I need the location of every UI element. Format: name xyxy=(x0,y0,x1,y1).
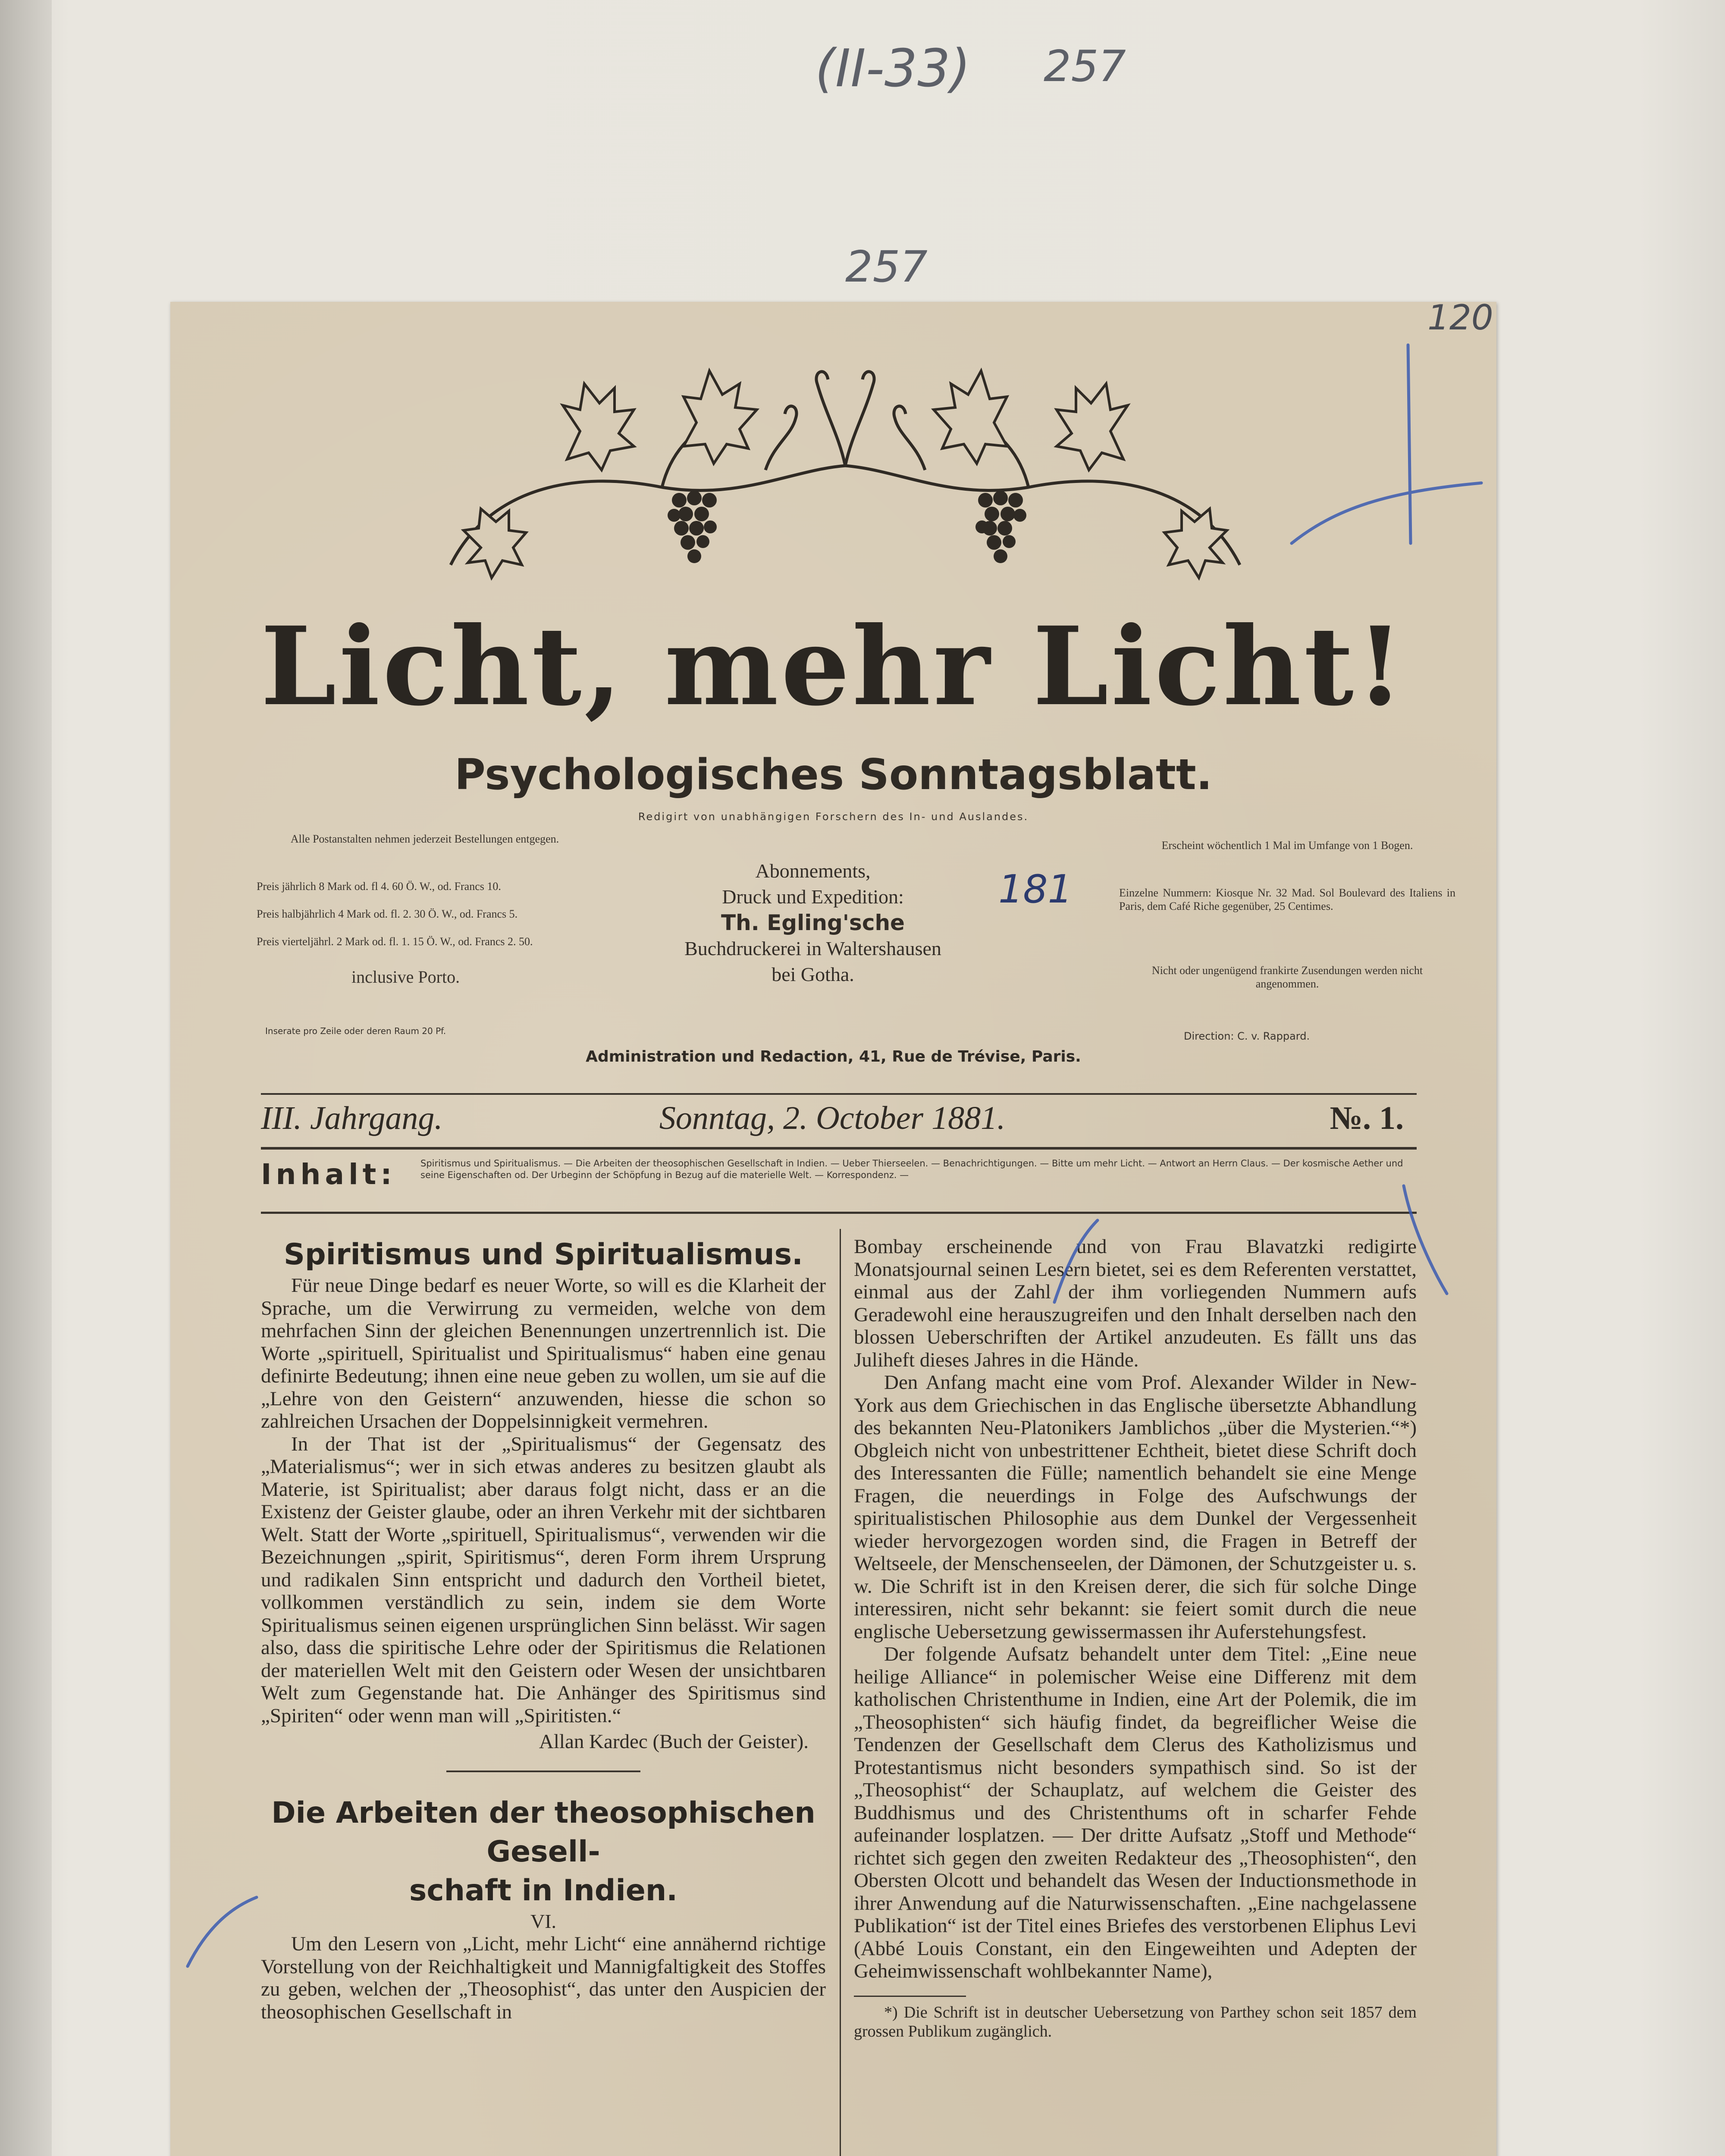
column-divider xyxy=(840,1229,841,2156)
direction-note: Direction: C. v. Rappard. xyxy=(1184,1030,1310,1042)
issue-number: №. 1. xyxy=(1330,1100,1404,1136)
price-quarterly: Preis vierteljährl. 2 Mark od. fl. 1. 15 Ö. W., od. Francs 2. 50. xyxy=(257,935,533,948)
postage-note: inclusive Porto. xyxy=(351,967,460,987)
volume-label: III. Jahrgang. xyxy=(261,1100,443,1136)
article1-paragraph: Für neue Dinge bedarf es neuer Worte, so will es die Klarheit der Sprache, um die Verwirrung zu vermeiden, welche von dem mehrfachen Sinn der gleichen Benennungen unzertrennlich ist. Die Worte „spirituell, Spiritualist und Spiritualismus“ haben eine genau definirte Bedeutung; ihnen eine neue geben zu wollen, um sie auf die „Lehre von den Geistern“ anzuwenden, hiesse die schon so zahlreichen Ursachen der Doppelsinnigkeit vermehren. xyxy=(261,1274,826,1432)
contents-rule xyxy=(261,1212,1417,1214)
postage-warning: Nicht oder ungenügend frankirte Zusendungen werden nicht angenommen. xyxy=(1151,964,1423,990)
article2-paragraph: Um den Lesern von „Licht, mehr Licht“ eine annähernd richtige Vorstellung von der Reichhaltigkeit und Mannigfaltigkeit des Stoffes zu geben, welchen der „Theosophist“, das unter den Auspicien der theosophischen Gesellschaft in xyxy=(261,1933,826,2023)
article1-heading: Spiritismus und Spiritualismus. xyxy=(284,1238,803,1272)
archive-number-note: 257 xyxy=(1044,41,1126,91)
grapevine-ornament xyxy=(438,358,1253,599)
contents-label: Inhalt: xyxy=(261,1158,396,1191)
masthead-editors-line: Redigirt von unabhängigen Forschern des In- und Auslandes. xyxy=(638,811,1029,823)
issue-date: Sonntag, 2. October 1881. xyxy=(659,1100,1006,1136)
footnote: *) Die Schrift ist in deutscher Uebersetzung von Parthey schon seit 1857 dem grossen Publikum zugänglich. xyxy=(854,2003,1417,2040)
frequency-note: Erscheint wöchentlich 1 Mal im Umfange von 1 Bogen. xyxy=(1161,839,1413,852)
dateline xyxy=(261,1100,1404,1143)
grape-cluster-icon xyxy=(668,491,1026,563)
article1-signature: Allan Kardec (Buch der Geister). xyxy=(539,1730,809,1753)
single-copies-note: Einzelne Nummern: Kiosque Nr. 32 Mad. Sol Boulevard des Italiens in Paris, dem Café Riche gegenüber, 25 Centimes. xyxy=(1119,887,1455,912)
masthead-subtitle: Psychologisches Sonntagsblatt. xyxy=(455,750,1212,799)
article1-paragraph: In der That ist der „Spiritualismus“ der Gegensatz des „Materialismus“; wer in sich etwas anderes zu besitzen glaubt als Materie, ist Spiritualist; aber daraus folgt nicht, dass er an die Existenz der Geister glaube, oder an ihren Verkehr mit der sichtbaren Welt. Statt der Worte „spirituell, Spiritualismus“, verwenden wir die Bezeichnungen „spirit, Spiritismus“, deren Form ihrem Ursprung und radikalen Sinn entspricht und dadurch den Vortheil bietet, vollkommen verständlich zu sein, indem sie dem Worte Spiritualismus seinen eigenen ursprünglichen Sinn belässt. Wir sagen also, dass die spiritische Lehre oder der Spiritismus die Relationen der materiellen Welt mit den Geistern oder Wesen der unsichtbaren Welt zum Gegenstande hat. Die Anhänger des Spiritismus sind „Spiriten“ oder wenn man will „Spiritisten.“ xyxy=(261,1432,826,1727)
article-separator xyxy=(446,1771,640,1772)
price-half-yearly: Preis halbjährlich 4 Mark od. fl. 2. 30 Ö. W., od. Francs 5. xyxy=(257,908,518,920)
article2-heading-line1: Die Arbeiten der theosophischen Gesell- xyxy=(271,1796,815,1869)
price-yearly: Preis jährlich 8 Mark od. fl 4. 60 Ö. W., od. Francs 10. xyxy=(257,880,501,893)
newspaper-sheet xyxy=(170,298,1496,2156)
ink-number-note: 181 xyxy=(998,867,1073,912)
article2-paragraph: Den Anfang macht eine vom Prof. Alexander Wilder in New-York aus dem Griechischen in das Englische übersetzte Abhandlung des bekannten Neu-Platonikers Jamblichos „über die Mysterien.“*) Obgleich nicht von unbestrittener Echtheit, bietet diese Schrift doch des Interessanten die Fülle; namentlich behandelt sie eine Menge Fragen, die neuerdings in Folge des Aufschwungs der spiritualistischen Philosophie aus dem Dunkel der Vergessenheit wieder hervorgezogen worden sind, die Fragen in Betreff der Weltseele, der Menschenseelen, der Dämonen, der Schutzgeister u. s. w. Die Schrift ist in den Kreisen derer, die sich für solche Dinge interessiren, nicht sehr bekannt: sie feiert somit durch die neue englische Uebersetzung gewissermassen ihr Auferstehungsfest. xyxy=(854,1371,1417,1643)
dateline-rule-bottom xyxy=(261,1147,1417,1150)
subscription-note: Alle Postanstalten nehmen jederzeit Bestellungen entgegen. xyxy=(290,833,559,845)
article2-heading-line2: schaft in Indien. xyxy=(409,1873,678,1908)
article2-continuation: Bombay erscheinende und von Frau Blavatzki redigirte Monatsjournal seinen Lesern bietet, sei es dem Referenten verstattet, einmal aus der Zahl der ihm vorliegenden Nummern aufs Geradewohl eine herauszugreifen und den Inhalt derselben nach den blossen Ueberschriften der Artikel anzudeuten. Es fällt uns das Juliheft dieses Jahres in die Hände. xyxy=(854,1235,1417,1371)
publisher-expedition: Druck und Expedition: xyxy=(722,886,904,908)
publisher-block xyxy=(619,858,1007,987)
contents-text: Spiritismus und Spiritualismus. — Die Arbeiten der theosophischen Gesellschaft in Indien. — Ueber Thierseelen. — Benachrichtigungen. — Bitte um mehr Licht. — Antwort an Herrn Claus. — Der kosmische Aether und seine Eigenschaften od. Der Urbeginn der Schöpfung in Bezug auf die materielle Welt. — Korrespondenz. — xyxy=(420,1158,1403,1180)
column-left xyxy=(261,1235,826,2023)
publisher-name: Th. Egling'sche xyxy=(721,910,905,935)
publisher-town: bei Gotha. xyxy=(772,963,854,985)
dateline-rule-top xyxy=(261,1093,1417,1095)
article2-numeral: VI. xyxy=(530,1910,557,1932)
advert-rates: Inserate pro Zeile oder deren Raum 20 Pf. xyxy=(265,1026,446,1036)
archive-reference-note: (II-33) xyxy=(815,39,971,99)
vine-leaf-icon xyxy=(464,371,1227,578)
publisher-abonnements: Abonnements, xyxy=(755,860,871,882)
masthead-title: Licht, mehr Licht! xyxy=(260,603,1406,730)
admin-address: Administration und Redaction, 41, Rue de Trévise, Paris. xyxy=(586,1048,1081,1065)
corner-number-note: 120 xyxy=(1427,298,1493,338)
column-right xyxy=(854,1235,1417,2041)
article2-paragraph: Der folgende Aufsatz behandelt unter dem Titel: „Eine neue heilige Alliance“ in polemischer Weise eine Differenz mit dem katholischen Christenthume in Indien, eine Art der Polemik, die im „Theosophisten“ sich häufig findet, da begreiflicher Weise die Tendenzen der Gesellschaft dem Clerus des Katholizismus und Protestantismus nicht besonders sympathisch sind. So ist der „Theosophist“ der Schauplatz, auf welchem die Geister des Buddhismus und des Christenthums oft in scharfer Fehde aufeinander losplatzen. — Der dritte Aufsatz „Stoff und Methode“ richtet sich gegen den zweiten Redakteur des „Theosophisten“, den Obersten Olcott und behandelt das Wesen der Inductionsmethode in ihrer Anwendung auf die Naturwissenschaften. „Eine nachgelassene Publikation“ ist der Titel eines Briefes des verstorbenen Eliphus Levi (Abbé Louis Constant, ein den Eingeweihten und Adepten der Geheimwissenschaft wohlbekannter Name), xyxy=(854,1643,1417,1982)
publisher-printer: Buchdruckerei in Waltershausen xyxy=(684,937,941,959)
sheet-number-note: 257 xyxy=(845,241,928,292)
footnote-rule xyxy=(854,1996,966,1997)
album-binding xyxy=(0,0,52,2156)
